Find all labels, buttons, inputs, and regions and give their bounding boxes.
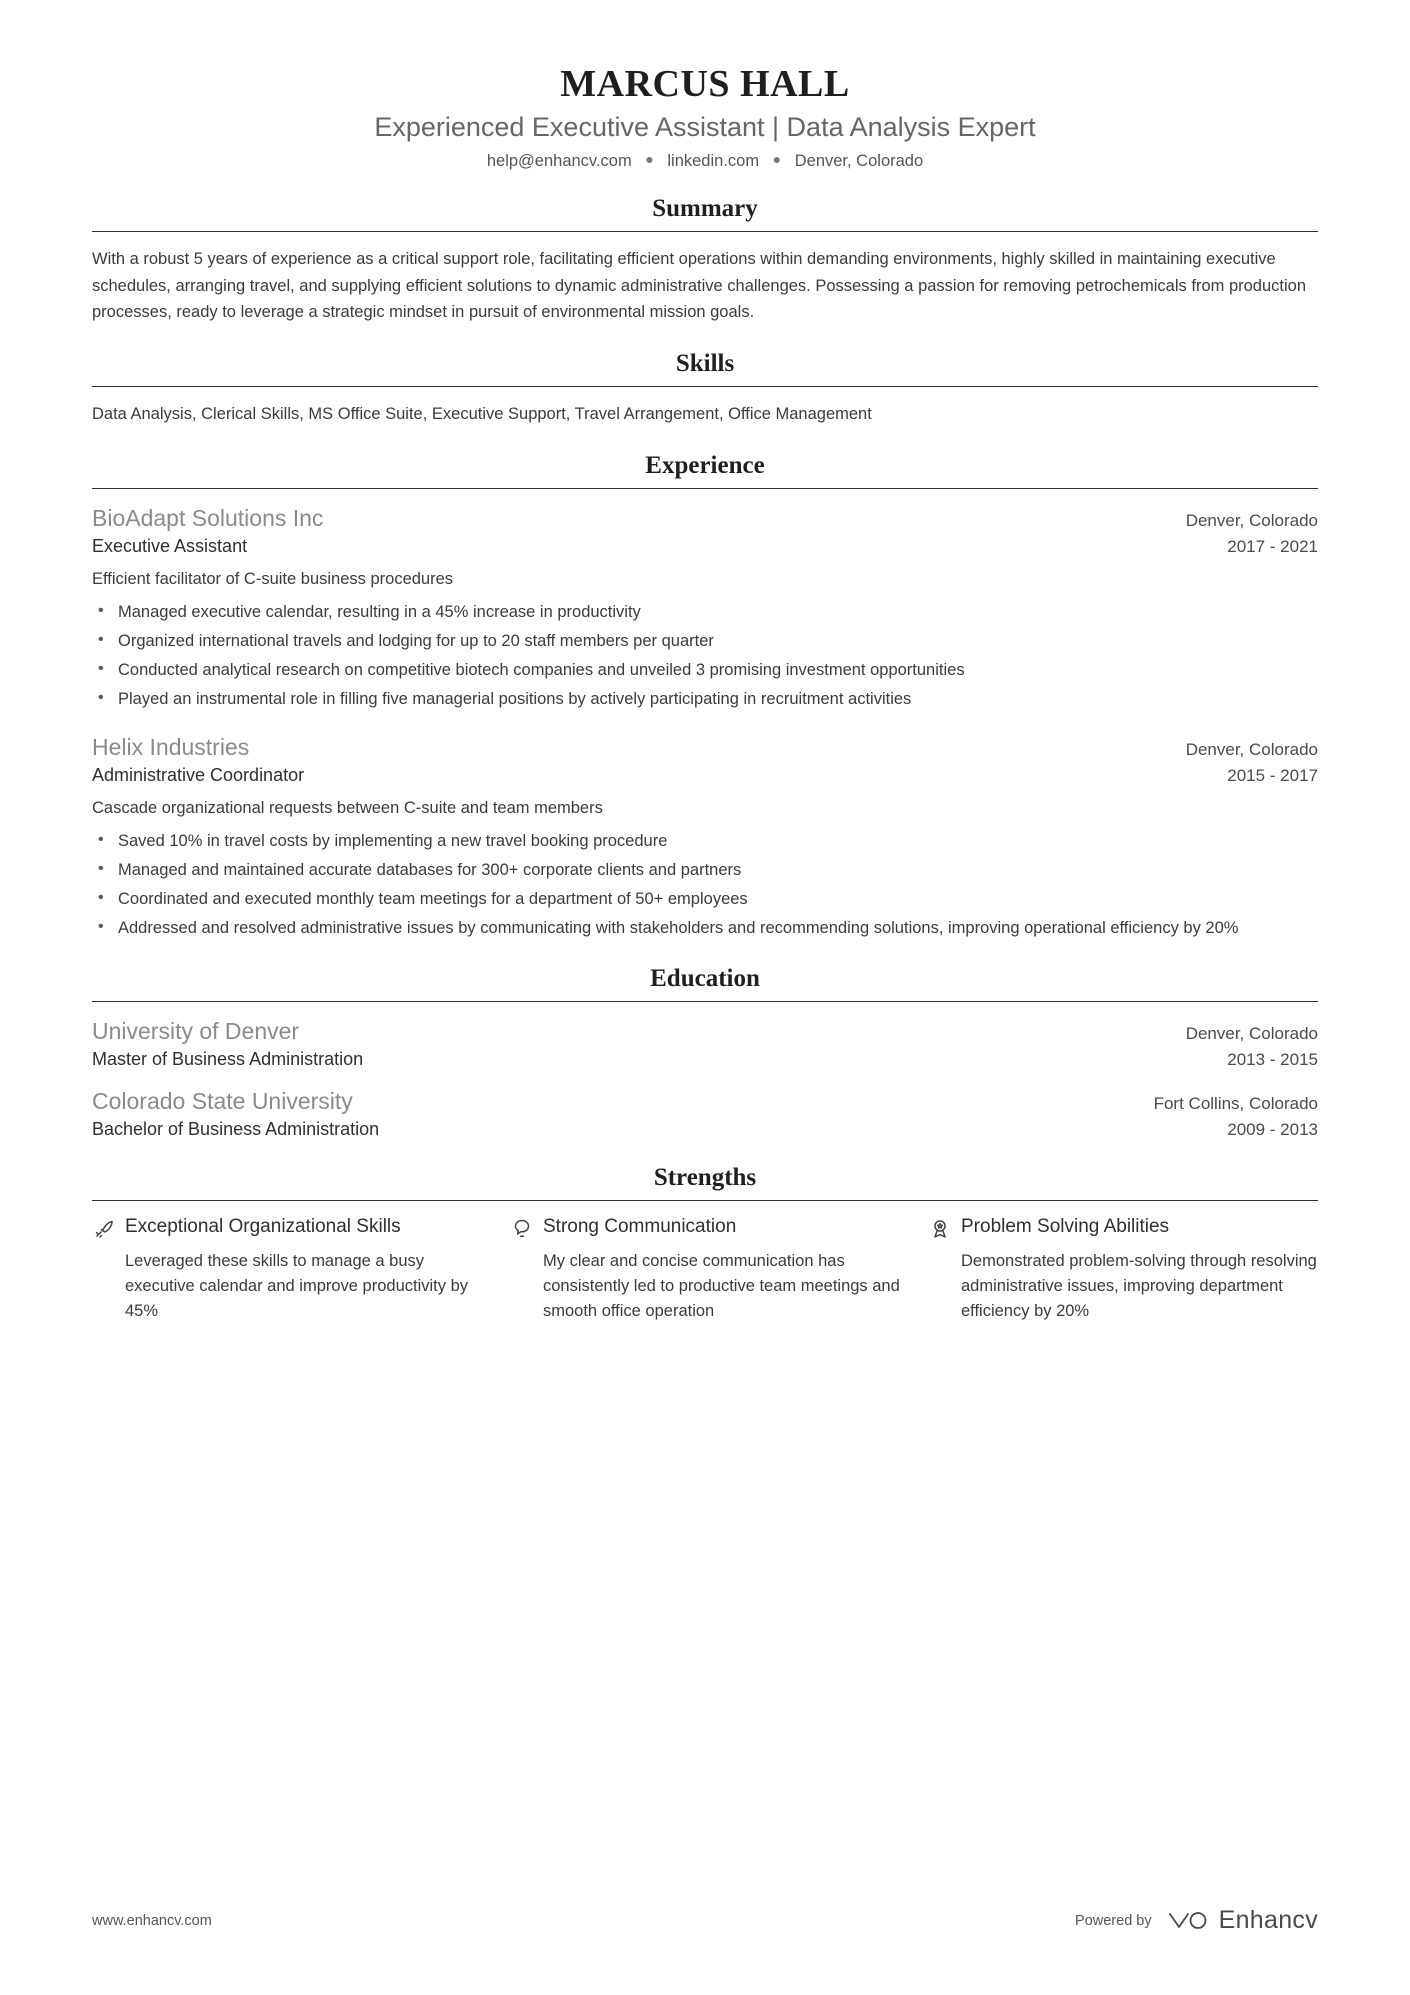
experience-bullet-list	[92, 829, 1318, 941]
enhancv-mark-icon	[1166, 1908, 1210, 1934]
experience-location: Denver, Colorado	[1185, 510, 1318, 530]
contact-separator-dot: ●	[772, 151, 782, 167]
strength-title: Strong Communication	[543, 1216, 737, 1238]
experience-location: Denver, Colorado	[1185, 739, 1318, 759]
strength-title: Problem Solving Abilities	[961, 1216, 1170, 1238]
education-location: Denver, Colorado	[1185, 1024, 1318, 1044]
experience-dates: 2017 - 2021	[1227, 536, 1318, 556]
experience-role: Administrative Coordinator	[92, 765, 305, 786]
education-entry	[92, 1016, 1318, 1070]
education-dates: 2009 - 2013	[1227, 1120, 1318, 1140]
resume-header	[92, 62, 1318, 171]
education-school: University of Denver	[92, 1018, 300, 1045]
experience-entry	[92, 732, 1318, 941]
experience-bullet: • Coordinated and executed monthly team meetings for a department of 50+ employees	[92, 887, 1318, 912]
experience-bullet: • Conducted analytical research on competitive biotech companies and unveiled 3 promising investment opportunities	[92, 658, 1318, 683]
education-school: Colorado State University	[92, 1088, 353, 1115]
strength-description: Demonstrated problem-solving through resolving administrative issues, improving department efficiency by 20%	[961, 1252, 1317, 1320]
speech-bubble-icon	[510, 1217, 534, 1241]
experience-description: Efficient facilitator of C-suite business procedures	[92, 569, 454, 588]
candidate-name: MARCUS HALL	[560, 63, 850, 105]
experience-bullet: • Played an instrumental role in filling five managerial positions by actively participating in recruitment activities	[92, 687, 1318, 712]
section-strengths	[92, 1164, 1318, 1323]
education-entry-header	[92, 1086, 1318, 1117]
section-experience	[92, 452, 1318, 941]
experience-entry-subheader	[92, 536, 1318, 557]
section-education	[92, 965, 1318, 1140]
experience-entry	[92, 503, 1318, 712]
section-title-experience: Experience	[645, 451, 765, 479]
section-skills	[92, 350, 1318, 428]
contact-location: Denver, Colorado	[794, 152, 924, 170]
strengths-grid	[92, 1215, 1318, 1323]
section-divider	[92, 1200, 1318, 1201]
section-title-strengths: Strengths	[653, 1164, 757, 1192]
education-entry-subheader	[92, 1049, 1318, 1070]
section-divider	[92, 1001, 1318, 1002]
contact-separator-dot: ●	[645, 151, 654, 167]
footer-website-url[interactable]: www.enhancv.com	[92, 1912, 212, 1929]
contact-email[interactable]: help@enhancv.com	[486, 152, 632, 170]
experience-entry-header	[92, 503, 1318, 534]
education-entry	[92, 1086, 1318, 1140]
strength-header	[92, 1215, 482, 1241]
candidate-headline: Experienced Executive Assistant | Data Analysis Expert	[374, 112, 1036, 142]
strength-header	[510, 1215, 900, 1241]
section-title-summary: Summary	[652, 195, 758, 222]
strength-title: Exceptional Organizational Skills	[125, 1216, 401, 1238]
experience-role: Executive Assistant	[92, 535, 248, 556]
strength-description: My clear and concise communication has consistently led to productive team meetings and smooth office operation	[543, 1252, 900, 1320]
education-entry-subheader	[92, 1119, 1318, 1140]
rocket-icon	[92, 1217, 116, 1241]
experience-company: BioAdapt Solutions Inc	[92, 504, 324, 531]
contact-line	[92, 151, 1318, 171]
enhancv-logo	[1166, 1906, 1318, 1935]
section-title-education: Education	[650, 965, 760, 993]
contact-linkedin[interactable]: linkedin.com	[667, 152, 760, 170]
award-ribbon-icon	[928, 1217, 952, 1241]
experience-bullet: • Addressed and resolved administrative issues by communicating with stakeholders and recommending solutions, improving operational efficiency by 20%	[92, 916, 1318, 941]
enhancv-wordmark: Enhancv	[1218, 1906, 1318, 1934]
education-degree: Bachelor of Business Administration	[92, 1119, 380, 1140]
experience-entry-subheader	[92, 765, 1318, 786]
summary-text: With a robust 5 years of experience as a critical support role, facilitating efficient operations within demanding environments, highly skilled in maintaining executive schedules, arranging travel, and supplying efficient solutions to dynamic administrative challenges. Possessing a passion for removing petrochemicals from production processes, ready to leverage a strategic mindset in pursuit of environmental mission goals.	[92, 250, 1306, 322]
strength-item	[928, 1215, 1318, 1323]
experience-bullet: • Organized international travels and lodging for up to 20 staff members per quarter	[92, 629, 1318, 654]
strength-header	[928, 1215, 1318, 1241]
strength-item	[92, 1215, 482, 1323]
experience-description: Cascade organizational requests between C-suite and team members	[92, 799, 603, 818]
education-entry-header	[92, 1016, 1318, 1047]
page-footer	[92, 1906, 1318, 1935]
education-degree: Master of Business Administration	[92, 1049, 364, 1070]
section-title-skills: Skills	[675, 350, 735, 378]
strength-item	[510, 1215, 900, 1323]
section-summary	[92, 195, 1318, 326]
experience-bullet: • Managed executive calendar, resulting in a 45% increase in productivity	[92, 600, 1318, 625]
skills-list: Data Analysis, Clerical Skills, MS Office Suite, Executive Support, Travel Arrangement, Office Management	[92, 405, 872, 424]
powered-by-label: Powered by	[1075, 1912, 1152, 1929]
experience-entry-header	[92, 732, 1318, 763]
experience-bullet: • Managed and maintained accurate databases for 300+ corporate clients and partners	[92, 858, 1318, 883]
section-divider	[92, 488, 1318, 489]
section-divider	[92, 231, 1318, 232]
strength-description: Leveraged these skills to manage a busy executive calendar and improve productivity by 45%	[125, 1252, 469, 1320]
section-divider	[92, 386, 1318, 387]
education-location: Fort Collins, Colorado	[1153, 1094, 1318, 1114]
education-dates: 2013 - 2015	[1227, 1050, 1318, 1070]
experience-dates: 2015 - 2017	[1227, 766, 1318, 786]
experience-bullet-list	[92, 600, 1318, 712]
experience-company: Helix Industries	[92, 733, 250, 760]
footer-branding	[1075, 1906, 1318, 1935]
experience-bullet: • Saved 10% in travel costs by implementing a new travel booking procedure	[92, 829, 1318, 854]
